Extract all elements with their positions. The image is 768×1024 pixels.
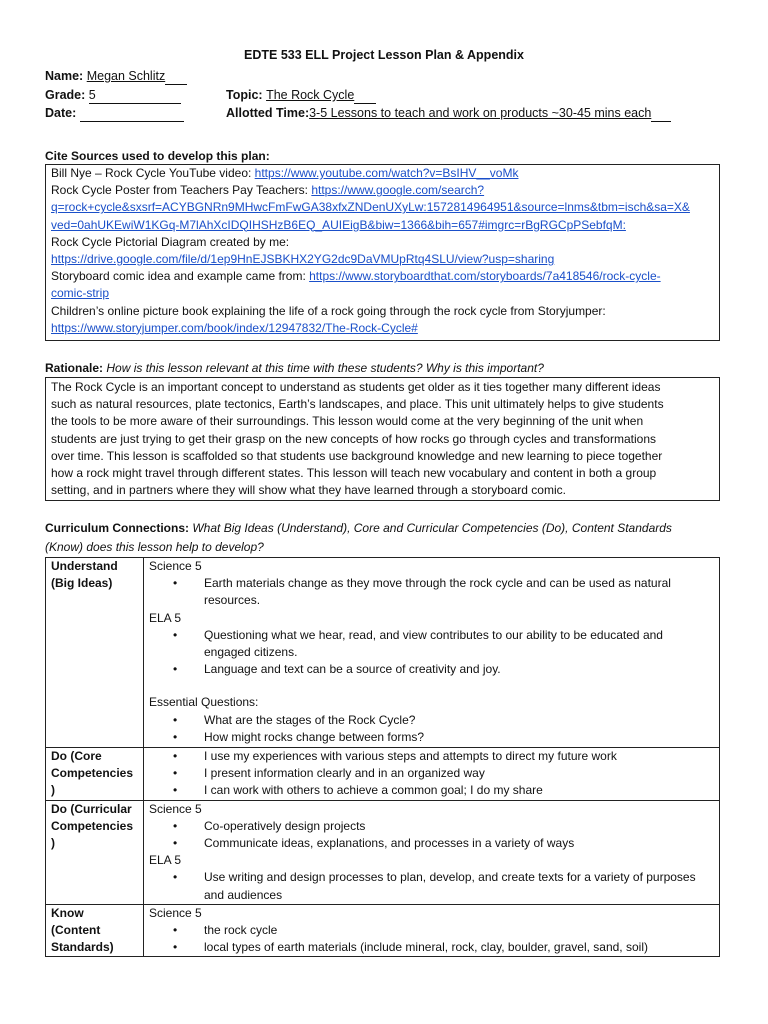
- core-competencies-label: Do (Core Competencies ): [46, 748, 144, 801]
- source-line-3: [46, 199, 719, 216]
- grade-label: Grade:: [45, 88, 86, 102]
- source-2-link-cont-2[interactable]: ved=0ahUKEwiW1KGq-M7lAhXcIDQIHSHzB6EQ_AUIEigB&biw=1366&bih=657#imgrc=rBgRGCpPSebfqM:: [51, 217, 626, 232]
- source-2-link-cont-1[interactable]: q=rock+cycle&sxsrf=ACYBGNRn9MHwcFmFwGA38xfxZNDenUXyLw:1572814964951&source=lnms&tbm=isch&sa=X&: [51, 200, 690, 215]
- source-line-1: [46, 165, 719, 182]
- bullet-item: • What are the stages of the Rock Cycle?: [149, 712, 714, 729]
- rationale-heading: [45, 360, 544, 377]
- core-competencies-row: [46, 748, 720, 801]
- rationale-line: setting, and in partners where they will show what they have learned through a storyboard comic.: [51, 483, 566, 498]
- curriculum-label: Curriculum Connections:: [45, 521, 190, 535]
- source-3-link[interactable]: https://drive.google.com/file/d/1ep9HnEJSBKHX2YG2dc9DaVMUpRtq4SLU/view?usp=sharing: [51, 252, 555, 267]
- bullet-item: • Co-operatively design projects: [149, 818, 714, 835]
- subject-heading: Science 5: [149, 801, 202, 816]
- time-value: 3-5 Lessons to teach and work on products ~30-45 mins each: [309, 106, 652, 120]
- rationale-line: how a rock might travel through different states. This lesson will teach new vocabulary and content in both a group: [51, 466, 657, 481]
- subject-heading: ELA 5: [149, 853, 182, 868]
- bullet-item: • Questioning what we hear, read, and view contributes to our ability to be educated and engaged citizens.: [149, 627, 714, 661]
- rationale-line: such as natural resources, plate tectonics, Earth’s landscapes, and place. This unit ultimately helps to give students: [51, 397, 664, 412]
- time-field: [226, 105, 671, 122]
- source-2-text: Rock Cycle Poster from Teachers Pay Teachers:: [51, 183, 312, 198]
- sources-box: [45, 164, 720, 341]
- understand-label-line: Understand: [51, 559, 118, 573]
- bullet-item: • local types of earth materials (include mineral, rock, clay, boulder, gravel, sand, soil): [149, 939, 714, 956]
- source-5-link[interactable]: https://www.storyjumper.com/book/index/12947832/The-Rock-Cycle#: [51, 320, 418, 335]
- date-field: [45, 105, 184, 122]
- source-line-9: Children’s online picture book explaining the life of a rock going through the rock cycle from Storyjumper:: [51, 303, 606, 318]
- source-line-10: [46, 320, 719, 337]
- bullet-item: • Use writing and design processes to plan, develop, and create texts for a variety of purposes and audiences: [149, 869, 714, 903]
- document-title: EDTE 533 ELL Project Lesson Plan & Appendix: [244, 48, 524, 62]
- know-content: [144, 904, 720, 957]
- rationale-label: Rationale:: [45, 361, 104, 375]
- subject-heading: ELA 5: [149, 610, 182, 625]
- rationale-text: [46, 378, 719, 500]
- source-1-link[interactable]: https://www.youtube.com/watch?v=BsIHV__voMk: [254, 166, 519, 180]
- subject-heading: Science 5: [149, 559, 202, 573]
- source-line-5: Rock Cycle Pictorial Diagram created by me:: [51, 234, 290, 249]
- understand-content: [144, 558, 720, 748]
- rationale-line: over time. This lesson is scaffolded so that students use background knowledge and new learning to piece together: [51, 448, 663, 463]
- rationale-box: [45, 377, 720, 501]
- bullet-item: • I can work with others to achieve a common goal; I do my share: [149, 782, 714, 799]
- name-field: [45, 68, 187, 85]
- topic-label: Topic:: [226, 88, 263, 102]
- core-competencies-content: [144, 748, 720, 801]
- curriculum-heading: [45, 520, 672, 537]
- grade-value: 5: [88, 88, 96, 103]
- rationale-line: the tools to be more aware of their surroundings. This lesson would come at the very beginning of the unit when: [51, 414, 644, 429]
- grade-field: [45, 87, 181, 104]
- understand-label-line: (Big Ideas): [51, 576, 113, 591]
- source-2-link[interactable]: https://www.google.com/search?: [311, 183, 485, 198]
- source-4-link-cont[interactable]: comic-strip: [51, 286, 110, 301]
- bullet-item: • Earth materials change as they move through the rock cycle and can be used as natural resources.: [149, 575, 714, 609]
- bullet-item: • How might rocks change between forms?: [149, 729, 714, 746]
- topic-value: The Rock Cycle: [266, 88, 355, 102]
- know-label: Know (Content Standards): [46, 904, 144, 957]
- source-line-4: [46, 217, 719, 234]
- know-row: [46, 904, 720, 957]
- sources-heading: Cite Sources used to develop this plan:: [45, 149, 270, 163]
- source-line-6: [46, 251, 719, 268]
- bullet-item: • I present information clearly and in an organized way: [149, 765, 714, 782]
- rationale-line: students are just trying to get their grasp on the new concepts of how rocks go through cycles and transformations: [51, 431, 656, 446]
- curriculum-prompt-2: (Know) does this lesson help to develop?: [45, 540, 264, 554]
- name-value: Megan Schlitz: [86, 69, 166, 83]
- date-label: Date:: [45, 106, 77, 120]
- curricular-competencies-content: [144, 800, 720, 904]
- curricular-competencies-label: Do (Curricular Competencies ): [46, 800, 144, 904]
- bullet-item: • Language and text can be a source of creativity and joy.: [149, 661, 714, 678]
- curriculum-table: [45, 557, 720, 957]
- topic-field: [226, 87, 376, 104]
- bullet-item: • Communicate ideas, explanations, and processes in a variety of ways: [149, 835, 714, 852]
- source-line-8: [46, 285, 719, 302]
- source-4-text: Storyboard comic idea and example came from:: [51, 269, 310, 284]
- rationale-line: The Rock Cycle is an important concept to understand as students get older as it ties together many different ideas: [51, 380, 661, 394]
- source-4-link[interactable]: https://www.storyboardthat.com/storyboards/7a418546/rock-cycle-: [309, 269, 661, 284]
- understand-label: [46, 558, 144, 748]
- time-label: Allotted Time:: [226, 106, 310, 120]
- source-line-2: [46, 182, 719, 199]
- understand-row: [46, 558, 720, 748]
- source-line-7: [46, 268, 719, 285]
- name-label: Name:: [45, 69, 84, 83]
- rationale-prompt: How is this lesson relevant at this time with these students? Why is this important?: [106, 361, 544, 375]
- curricular-competencies-row: [46, 800, 720, 904]
- essential-questions-heading: Essential Questions:: [149, 695, 259, 710]
- bullet-item: • the rock cycle: [149, 922, 714, 939]
- subject-heading: Science 5: [149, 905, 202, 920]
- curriculum-prompt-1: What Big Ideas (Understand), Core and Curricular Competencies (Do), Content Standards: [192, 521, 672, 535]
- bullet-item: • I use my experiences with various steps and attempts to direct my future work: [149, 748, 714, 765]
- source-1-text: Bill Nye – Rock Cycle YouTube video:: [51, 166, 255, 180]
